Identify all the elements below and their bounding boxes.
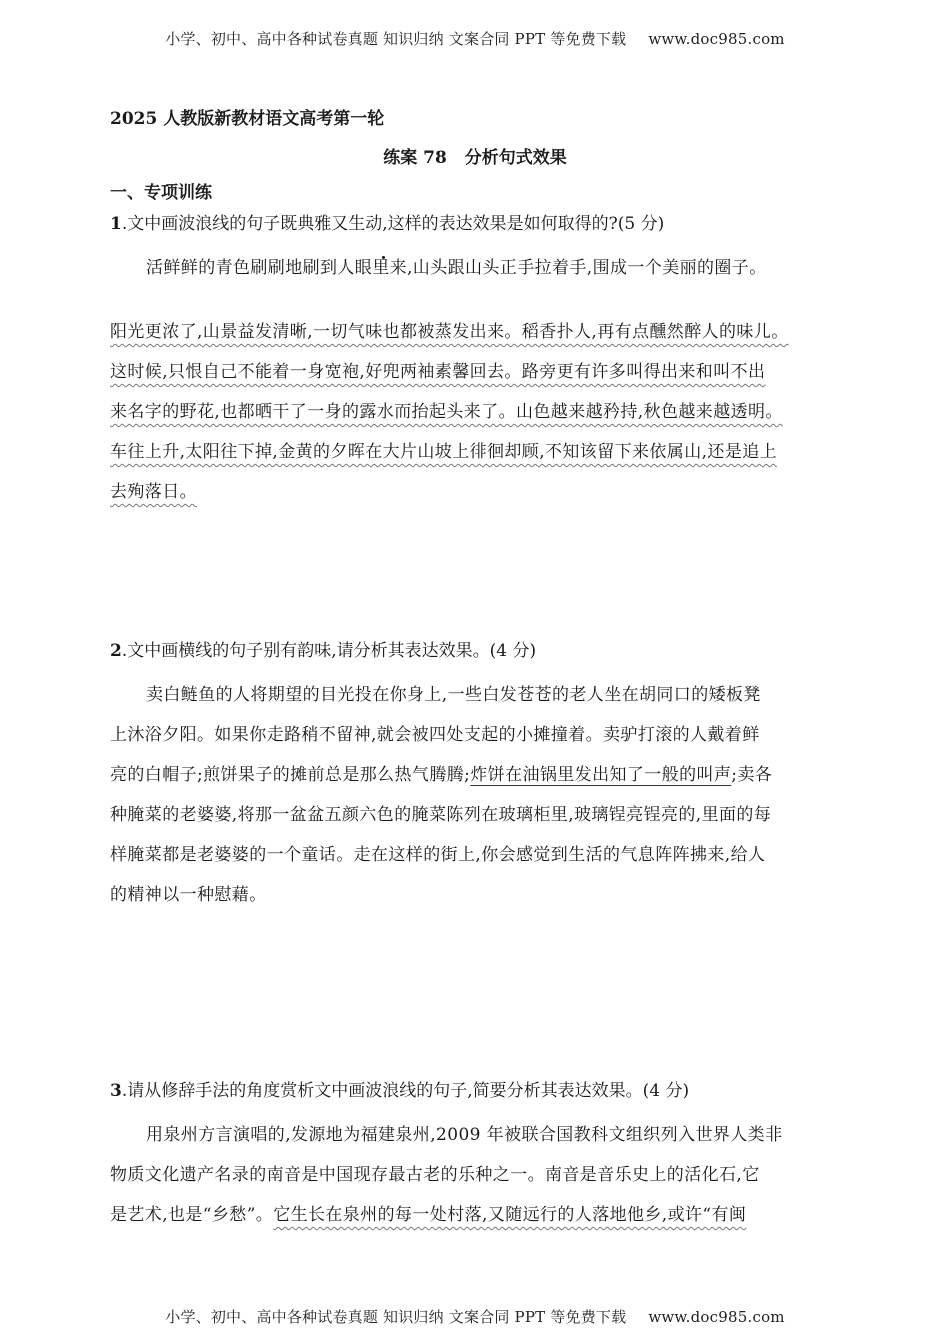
passage-line: 的精神以一种慰藉。 — [110, 885, 267, 905]
page-footer — [0, 1306, 950, 1327]
question-1 — [110, 211, 850, 237]
question-text: .文中画横线的句子别有韵味,请分析其表达效果。(4 分) — [121, 641, 537, 661]
question-text: .文中画波浪线的句子既典雅又生动,这样的表达效果是如何取得的?(5 分) — [121, 214, 665, 234]
question-3 — [110, 1078, 850, 1104]
footer-text: 小学、初中、高中各种试卷真题 知识归纳 文案合同 PPT 等免费下载 — [165, 1308, 627, 1326]
section-heading: 一、专项训练 — [110, 183, 212, 203]
wavy-underlined-sentence: 去殉落日。 — [110, 482, 197, 502]
passage-line: 亮的白帽子;煎饼果子的摊前总是那么热气腾腾;炸饼在油锅里发出知了一般的叫声;卖各 — [110, 765, 773, 785]
question-number: 2 — [110, 641, 122, 661]
question-number: 1 — [110, 214, 122, 234]
passage-line: 用泉州方言演唱的,发源地为福建泉州,2009 年被联合国教科文组织列入世界人类非 — [146, 1125, 783, 1145]
passage-line: 物质文化遗产名录的南音是中国现存最古老的乐种之一。南音是音乐史上的活化石,它 — [110, 1165, 760, 1185]
wavy-underlined-sentence: 阳光更浓了,山景益发清晰,一切气味也都被蒸发出来。稻香扑人,再有点醺然醉人的味儿。 — [110, 322, 789, 342]
wavy-underlined-sentence: 这时候,只恨自己不能着一身宽袍,好兜两袖素馨回去。路旁更有许多叫得出来和叫不出 — [110, 362, 766, 382]
question-2 — [110, 638, 850, 664]
footer-url[interactable]: www.doc985.com — [648, 1308, 785, 1326]
passage-line: 活鲜鲜的青色刷刷地刷到人眼里来,山头跟山头正手拉着手,围成一个美丽的圈子。 — [146, 258, 767, 278]
header-url[interactable]: www.doc985.com — [648, 30, 785, 48]
passage-1 — [110, 248, 850, 512]
page-header — [0, 28, 950, 49]
passage-line: 是艺术,也是“乡愁”。它生长在泉州的每一处村落,又随远行的人落地他乡,或许“有闽 — [110, 1205, 747, 1225]
question-number: 3 — [110, 1081, 122, 1101]
passage-3 — [110, 1115, 850, 1235]
passage-line: 样腌菜都是老婆婆的一个童话。走在这样的街上,你会感觉到生活的气息阵阵拂来,给人 — [110, 845, 766, 865]
passage-line: 上沐浴夕阳。如果你走路稍不留神,就会被四处支起的小摊撞着。卖驴打滚的人戴着鲜 — [110, 725, 760, 745]
document-title: 2025 人教版新教材语文高考第一轮 — [110, 109, 385, 129]
question-text: .请从修辞手法的角度赏析文中画波浪线的句子,简要分析其表达效果。(4 分) — [121, 1081, 690, 1101]
passage-line: 卖白鲢鱼的人将期望的目光投在你身上,一些白发苍苍的老人坐在胡同口的矮板凳 — [146, 685, 761, 705]
header-text: 小学、初中、高中各种试卷真题 知识归纳 文案合同 PPT 等免费下载 — [165, 30, 627, 48]
wavy-underlined-sentence: 车往上升,太阳往下掉,金黄的夕晖在大片山坡上徘徊却顾,不知该留下来依属山,还是追上 — [110, 442, 778, 462]
lesson-title — [0, 143, 950, 168]
wavy-underlined-sentence: 它生长在泉州的每一处村落,又随远行的人落地他乡,或许“有闽 — [273, 1205, 747, 1225]
passage-line: 种腌菜的老婆婆,将那一盆盆五颜六色的腌菜陈列在玻璃柜里,玻璃锃亮锃亮的,里面的每 — [110, 805, 772, 825]
lesson-number: 练案 78 — [383, 148, 447, 168]
straight-underlined-sentence: 炸饼在油锅里发出知了一般的叫声 — [470, 765, 732, 785]
lesson-name: 分析句式效果 — [464, 148, 567, 168]
wavy-underlined-sentence: 来名字的野花,也都晒干了一身的露水而抬起头来了。山色越来越矜持,秋色越来越透明。 — [110, 402, 783, 422]
passage-2 — [110, 675, 850, 915]
